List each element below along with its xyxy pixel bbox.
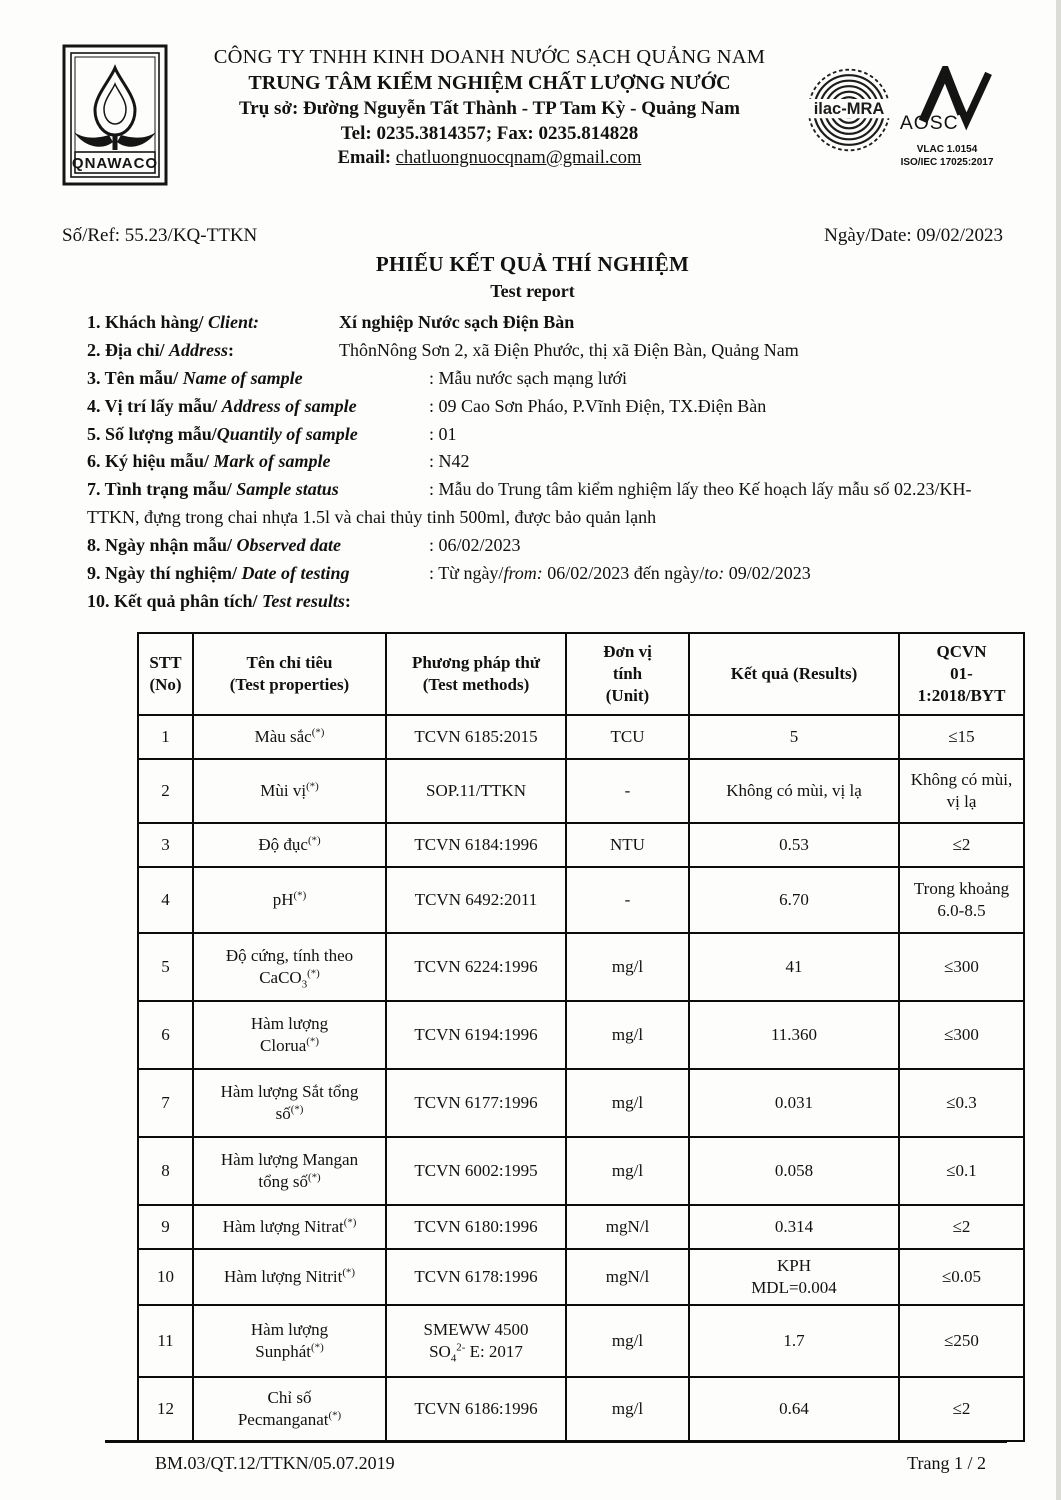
- result-row: [138, 1305, 1024, 1377]
- meta-row: [62, 225, 1003, 247]
- cell-result: 1.7: [689, 1305, 899, 1377]
- company-address: Trụ sở: Đường Nguyễn Tất Thành - TP Tam Kỳ - Quảng Nam: [239, 98, 740, 119]
- result-row: [138, 1249, 1024, 1305]
- cert-numbers: [899, 144, 995, 169]
- info-value: : 06/02/2023: [429, 535, 521, 556]
- col-header-property: Tên chỉ tiêu (Test properties): [193, 633, 386, 715]
- result-row: [138, 933, 1024, 1001]
- cell-method: TCVN 6186:1996: [386, 1377, 566, 1441]
- result-row: [138, 1137, 1024, 1205]
- cell-method: TCVN 6224:1996: [386, 933, 566, 1001]
- cell-no: 10: [138, 1249, 193, 1305]
- scan-edge-artifact: [1056, 0, 1061, 1500]
- cell-no: 9: [138, 1205, 193, 1249]
- vlac-number: VLAC 1.0154: [916, 144, 978, 155]
- cell-property: Hàm lượng Clorua(*): [193, 1001, 386, 1069]
- cell-result: 0.031: [689, 1069, 899, 1137]
- cell-property: Hàm lượng Sắt tổng số(*): [193, 1069, 386, 1137]
- qnawaco-logo: [62, 44, 168, 191]
- info-line: [62, 560, 1003, 588]
- cell-limit: Trong khoảng 6.0-8.5: [899, 867, 1024, 933]
- cell-property: Mùi vị(*): [193, 759, 386, 823]
- report-date: Ngày/Date: 09/02/2023: [824, 225, 1003, 246]
- cell-method: TCVN 6177:1996: [386, 1069, 566, 1137]
- cell-property: Hàm lượng Nitrit(*): [193, 1249, 386, 1305]
- cell-unit: mg/l: [566, 933, 689, 1001]
- cell-no: 3: [138, 823, 193, 867]
- results-table-head: [138, 633, 1024, 715]
- info-value: : N42: [429, 451, 470, 472]
- info-label: 6. Ký hiệu mẫu/ Mark of sample: [87, 451, 331, 472]
- cell-unit: mgN/l: [566, 1205, 689, 1249]
- cell-method: SOP.11/TTKN: [386, 759, 566, 823]
- aosc-cert: [899, 66, 995, 169]
- col-header-method: Phương pháp thử (Test methods): [386, 633, 566, 715]
- cell-result: 0.64: [689, 1377, 899, 1441]
- company-telfax: Tel: 0235.3814357; Fax: 0235.814828: [340, 123, 639, 144]
- results-table: [137, 632, 1025, 1442]
- cell-limit: ≤0.05: [899, 1249, 1024, 1305]
- center-name: TRUNG TÂM KIỂM NGHIỆM CHẤT LƯỢNG NƯỚC: [248, 72, 731, 94]
- cell-method: TCVN 6194:1996: [386, 1001, 566, 1069]
- col-header-unit: Đơn vị tính (Unit): [566, 633, 689, 715]
- cell-method: TCVN 6184:1996: [386, 823, 566, 867]
- info-label: 10. Kết quả phân tích/ Test results:: [87, 590, 351, 611]
- cell-no: 5: [138, 933, 193, 1001]
- cell-limit: ≤0.1: [899, 1137, 1024, 1205]
- aosc-logo-icon: [899, 66, 995, 138]
- cell-unit: TCU: [566, 715, 689, 759]
- accreditation-logos: [805, 66, 1003, 169]
- cell-unit: -: [566, 759, 689, 823]
- cell-result: 0.53: [689, 823, 899, 867]
- cell-limit: ≤15: [899, 715, 1024, 759]
- cell-property: Hàm lượng Nitrat(*): [193, 1205, 386, 1249]
- cell-limit: ≤250: [899, 1305, 1024, 1377]
- col-header-limit: QCVN 01- 1:2018/BYT: [899, 633, 1024, 715]
- info-value: : Mẫu nước sạch mạng lưới: [429, 367, 628, 388]
- cell-no: 4: [138, 867, 193, 933]
- cell-no: 1: [138, 715, 193, 759]
- col-header-no: STT (No): [138, 633, 193, 715]
- email-label: Email:: [337, 148, 392, 168]
- info-line: [62, 532, 1003, 560]
- footer-row: [0, 1443, 1061, 1474]
- result-row: [138, 1001, 1024, 1069]
- cell-limit: Không có mùi, vị lạ: [899, 759, 1024, 823]
- document-header: [62, 44, 1003, 191]
- cell-no: 11: [138, 1305, 193, 1377]
- cell-unit: -: [566, 867, 689, 933]
- result-row: [138, 715, 1024, 759]
- aosc-label: AOSC: [899, 111, 959, 134]
- info-line: [62, 309, 1003, 337]
- cell-property: Chỉ số Pecmanganat(*): [193, 1377, 386, 1441]
- info-line: [62, 421, 1003, 449]
- info-line: [62, 365, 1003, 393]
- cell-unit: mg/l: [566, 1137, 689, 1205]
- cell-property: Độ cứng, tính theo CaCO$_3$(*): [193, 933, 386, 1001]
- info-value: : 09 Cao Sơn Pháo, P.Vĩnh Điện, TX.Điện Bàn: [429, 395, 767, 416]
- page-number: Trang 1 / 2: [907, 1453, 986, 1473]
- header-row: [138, 633, 1024, 715]
- info-value: : Từ ngày/from: 06/02/2023 đến ngày/to: 09/02/2023: [429, 563, 811, 584]
- info-line: [62, 476, 1003, 532]
- form-code: BM.03/QT.12/TTKN/05.07.2019: [155, 1453, 395, 1473]
- result-row: [138, 759, 1024, 823]
- cell-method: TCVN 6185:2015: [386, 715, 566, 759]
- water-drop-logo-icon: [62, 44, 168, 186]
- info-line: [62, 588, 1003, 616]
- info-value: Xí nghiệp Nước sạch Điện Bàn: [339, 312, 575, 332]
- info-label: 4. Vị trí lấy mẫu/ Address of sample: [87, 395, 357, 416]
- info-label: 9. Ngày thí nghiệm/ Date of testing: [87, 563, 350, 584]
- cell-no: 6: [138, 1001, 193, 1069]
- info-label: 1. Khách hàng/ Client:: [87, 312, 260, 332]
- ref-number: Số/Ref: 55.23/KQ-TTKN: [62, 225, 258, 246]
- cell-unit: NTU: [566, 823, 689, 867]
- info-line: [62, 448, 1003, 476]
- cell-result: 11.360: [689, 1001, 899, 1069]
- cell-unit: mg/l: [566, 1001, 689, 1069]
- cell-property: pH(*): [193, 867, 386, 933]
- info-value: : Mẫu do Trung tâm kiểm nghiệm lấy theo Kế hoạch lấy mẫu số 02.23/KH-TTKN, đựng trong chai nhựa 1.5l và chai thủy tinh 500ml, được bảo quản lạnh: [87, 479, 972, 528]
- cell-no: 12: [138, 1377, 193, 1441]
- cell-limit: ≤300: [899, 933, 1024, 1001]
- cell-property: Hàm lượng Sunphát(*): [193, 1305, 386, 1377]
- info-label: 2. Địa chỉ/ Address:: [87, 339, 235, 360]
- cell-result: Không có mùi, vị lạ: [689, 759, 899, 823]
- page-footer: [0, 1440, 1061, 1474]
- cell-unit: mgN/l: [566, 1249, 689, 1305]
- info-line: [62, 337, 1003, 365]
- info-label: 5. Số lượng mẫu/Quantily of sample: [87, 423, 358, 444]
- cell-result: KPH MDL=0.004: [689, 1249, 899, 1305]
- cell-method: SMEWW 4500 $SO_4^{2-}$ E: 2017: [386, 1305, 566, 1377]
- ilac-mra-label: ilac-MRA: [813, 100, 885, 119]
- cell-limit: ≤0.3: [899, 1069, 1024, 1137]
- email-address: chatluongnuocqnam@gmail.com: [395, 148, 642, 168]
- ilac-mra-logo-icon: [805, 66, 893, 154]
- cell-no: 7: [138, 1069, 193, 1137]
- cell-unit: mg/l: [566, 1069, 689, 1137]
- cell-result: 0.314: [689, 1205, 899, 1249]
- info-label: 8. Ngày nhận mẫu/ Observed date: [87, 535, 342, 556]
- info-value: ThônNông Sơn 2, xã Điện Phước, thị xã Điện Bàn, Quảng Nam: [339, 339, 799, 360]
- cell-unit: mg/l: [566, 1377, 689, 1441]
- cell-method: TCVN 6002:1995: [386, 1137, 566, 1205]
- cell-unit: mg/l: [566, 1305, 689, 1377]
- info-label: 3. Tên mẫu/ Name of sample: [87, 367, 303, 388]
- cell-no: 8: [138, 1137, 193, 1205]
- cell-no: 2: [138, 759, 193, 823]
- result-row: [138, 1377, 1024, 1441]
- cell-limit: ≤2: [899, 823, 1024, 867]
- cell-method: TCVN 6178:1996: [386, 1249, 566, 1305]
- page-subtitle: Test report: [490, 281, 575, 301]
- page-title: PHIẾU KẾT QUẢ THÍ NGHIỆM: [375, 252, 690, 276]
- cell-property: Hàm lượng Mangan tổng số(*): [193, 1137, 386, 1205]
- info-label: 7. Tình trạng mẫu/ Sample status: [87, 479, 339, 500]
- results-table-body: [138, 715, 1024, 1441]
- cell-method: TCVN 6180:1996: [386, 1205, 566, 1249]
- cell-limit: ≤300: [899, 1001, 1024, 1069]
- info-line: [62, 393, 1003, 421]
- result-row: [138, 823, 1024, 867]
- company-email-line: [178, 148, 801, 169]
- result-row: [138, 867, 1024, 933]
- result-row: [138, 1205, 1024, 1249]
- cell-limit: ≤2: [899, 1205, 1024, 1249]
- company-name: CÔNG TY TNHH KINH DOANH NƯỚC SẠCH QUẢNG NAM: [213, 46, 766, 68]
- result-row: [138, 1069, 1024, 1137]
- cell-result: 5: [689, 715, 899, 759]
- cell-limit: ≤2: [899, 1377, 1024, 1441]
- cell-result: 41: [689, 933, 899, 1001]
- logo-label: QNAWACO: [71, 155, 159, 172]
- cell-result: 6.70: [689, 867, 899, 933]
- cell-property: Độ đục(*): [193, 823, 386, 867]
- iso-standard: ISO/IEC 17025:2017: [900, 156, 994, 168]
- cell-method: TCVN 6492:2011: [386, 867, 566, 933]
- cell-result: 0.058: [689, 1137, 899, 1205]
- info-list: [62, 309, 1003, 616]
- info-value: : 01: [429, 423, 457, 444]
- cell-property: Màu sắc(*): [193, 715, 386, 759]
- col-header-result: Kết quả (Results): [689, 633, 899, 715]
- company-info: [168, 44, 805, 169]
